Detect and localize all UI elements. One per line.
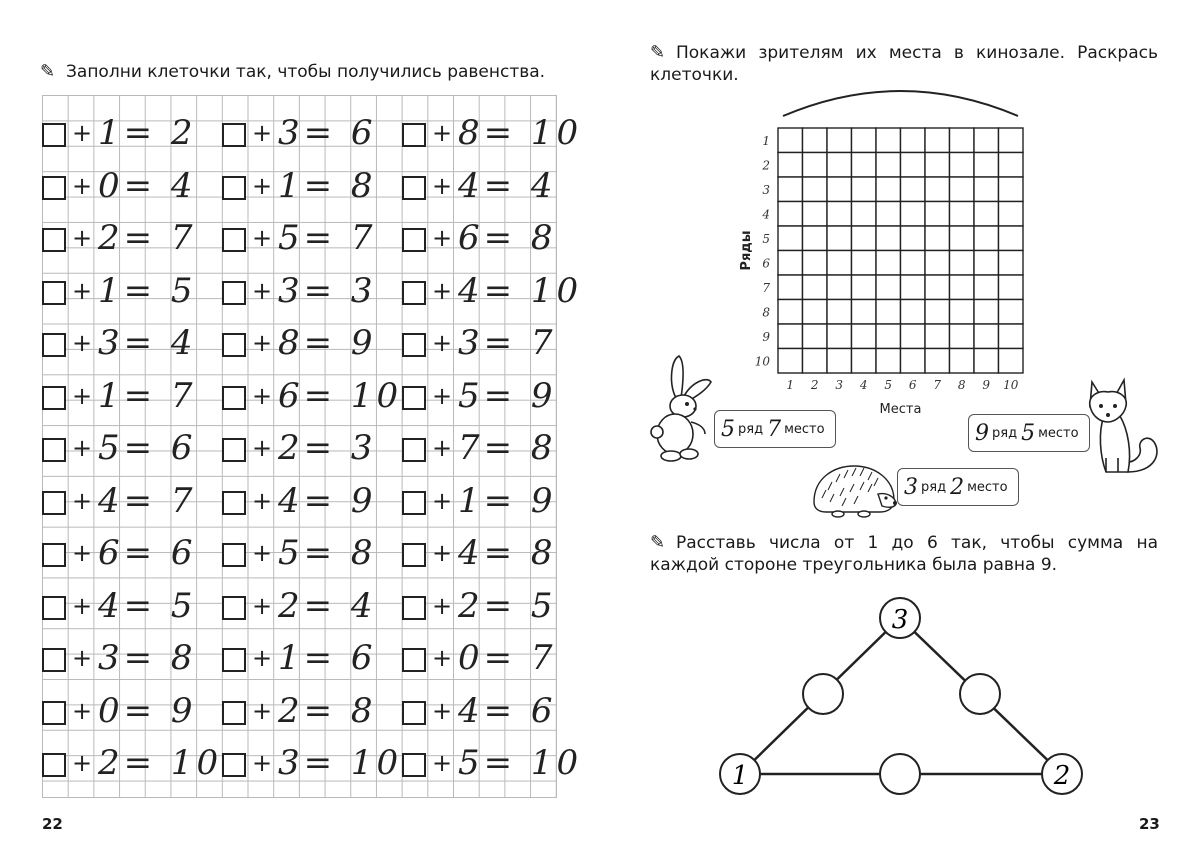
answer-box[interactable] (402, 648, 426, 672)
equation-expression: 1= 8 (278, 165, 377, 206)
seat-cell[interactable] (974, 300, 999, 325)
answer-box[interactable] (42, 701, 66, 725)
cinema-screen (783, 91, 1018, 116)
seat-cell[interactable] (852, 324, 877, 349)
plus-sign: + (432, 224, 453, 252)
equation-expression: 0= 9 (98, 690, 197, 731)
answer-box[interactable] (222, 386, 246, 410)
answer-box[interactable] (42, 491, 66, 515)
plus-sign: + (252, 329, 273, 357)
seat-cell[interactable] (950, 153, 975, 178)
seat-number: 10 (1003, 378, 1019, 392)
equation-expression: 1= 9 (458, 480, 557, 521)
seat-cell[interactable] (778, 275, 803, 300)
seat-cell[interactable] (950, 177, 975, 202)
seat-cell[interactable] (852, 128, 877, 153)
equation-expression: 4= 7 (98, 480, 197, 521)
seat-number: 7 (933, 378, 942, 392)
left-instruction (40, 61, 560, 83)
seat-cell[interactable] (876, 300, 901, 325)
plus-sign: + (72, 591, 93, 620)
seat-cell[interactable] (852, 202, 877, 227)
plus-sign: + (252, 119, 273, 147)
seat-cell[interactable] (950, 128, 975, 153)
seat-cell[interactable] (827, 251, 852, 276)
plus-sign: + (72, 329, 93, 357)
cinema-instruction (650, 42, 1158, 86)
equation-expression: 3= 4 (98, 323, 197, 363)
seat-cell[interactable] (778, 251, 803, 276)
answer-box[interactable] (42, 281, 66, 305)
seat-cell[interactable] (974, 153, 999, 178)
equation-expression: 2= 5 (458, 585, 557, 626)
plus-sign: + (72, 696, 93, 725)
answer-box[interactable] (402, 176, 426, 200)
equation-expression: 4= 4 (458, 165, 557, 206)
equation-expression: 4= 8 (458, 533, 557, 573)
seat-cell[interactable] (901, 202, 926, 227)
answer-box[interactable] (42, 543, 66, 567)
seat-cell[interactable] (876, 324, 901, 349)
plus-sign: + (72, 276, 93, 305)
seat-cell[interactable] (950, 226, 975, 251)
ticket-row-number: 3 (904, 474, 918, 500)
answer-box[interactable] (402, 281, 426, 305)
ticket-card (968, 414, 1090, 452)
ticket-row-number: 5 (721, 416, 735, 442)
answer-box[interactable] (402, 543, 426, 567)
seat-cell[interactable] (827, 128, 852, 153)
seat-cell[interactable] (974, 275, 999, 300)
seat-number: 1 (786, 378, 795, 392)
plus-sign: + (432, 486, 453, 515)
node-bottom-left-value: 1 (731, 761, 749, 791)
row-number: 3 (762, 183, 770, 197)
seat-cell[interactable] (803, 324, 828, 349)
ticket-seat-number: 7 (767, 416, 782, 442)
equation-expression: 5= 7 (278, 218, 377, 258)
answer-box[interactable] (402, 123, 426, 147)
number-triangle (710, 590, 1100, 810)
seat-cell[interactable] (950, 349, 975, 374)
plus-sign: + (432, 591, 453, 620)
seat-cell[interactable] (827, 300, 852, 325)
equation-expression: 1= 5 (98, 270, 197, 311)
equation-expression: 1= 2 (98, 113, 197, 153)
ticket-seat-number: 2 (950, 474, 965, 500)
seat-cell[interactable] (999, 128, 1024, 153)
ticket-row-word: ряд (921, 479, 947, 495)
answer-box[interactable] (42, 648, 66, 672)
seat-cell[interactable] (925, 153, 950, 178)
ticket-row-word: ряд (992, 425, 1018, 441)
seat-cell[interactable] (950, 324, 975, 349)
ticket-card (897, 468, 1019, 506)
answer-box[interactable] (42, 386, 66, 410)
row-number: 7 (762, 281, 770, 295)
seat-number: 4 (859, 378, 868, 392)
equation-expression: 4= 9 (278, 480, 377, 521)
seat-cell[interactable] (999, 275, 1024, 300)
answer-box[interactable] (402, 438, 426, 462)
equation-expression: 6= 8 (458, 218, 557, 258)
rows-axis-label: Ряды (739, 230, 754, 271)
answer-box[interactable] (222, 543, 246, 567)
equation-expression: 2= 8 (278, 690, 377, 731)
seat-cell[interactable] (974, 226, 999, 251)
node-right-middle[interactable] (960, 674, 1000, 714)
seat-cell[interactable] (827, 324, 852, 349)
plus-sign: + (72, 434, 93, 462)
row-number: 4 (762, 207, 770, 222)
answer-box[interactable] (222, 281, 246, 305)
answer-box[interactable] (222, 228, 246, 252)
hedgehog-icon (808, 460, 898, 518)
plus-sign: + (252, 276, 273, 305)
seat-cell[interactable] (950, 202, 975, 227)
seat-cell[interactable] (876, 202, 901, 227)
ticket-row-number: 9 (975, 420, 989, 446)
left-instruction-text: Заполни клеточки так, чтобы получились равенства. (66, 62, 546, 82)
seat-cell[interactable] (901, 324, 926, 349)
seat-cell[interactable] (803, 202, 828, 227)
answer-box[interactable] (222, 491, 246, 515)
seat-number: 3 (835, 378, 844, 392)
seat-cell[interactable] (999, 177, 1024, 202)
equation-expression: 0= 7 (458, 638, 557, 678)
seat-cell[interactable] (778, 128, 803, 153)
seat-cell[interactable] (925, 202, 950, 227)
equation-expression: 4= 6 (458, 690, 557, 731)
equation-expression: 8= 9 (278, 323, 377, 363)
seat-cell[interactable] (999, 349, 1024, 374)
plus-sign: + (432, 329, 453, 357)
equation-expression: 2= 4 (278, 585, 377, 626)
answer-box[interactable] (222, 701, 246, 725)
answer-box[interactable] (402, 386, 426, 410)
seat-cell[interactable] (876, 226, 901, 251)
seat-cell[interactable] (827, 153, 852, 178)
seat-cell[interactable] (999, 300, 1024, 325)
ticket-seat-number: 5 (1021, 420, 1036, 446)
answer-box[interactable] (42, 596, 66, 620)
seat-cell[interactable] (803, 300, 828, 325)
seat-number: 9 (982, 378, 991, 392)
answer-box[interactable] (402, 333, 426, 357)
row-number: 1 (762, 134, 770, 148)
seat-cell[interactable] (778, 202, 803, 227)
seat-cell[interactable] (803, 128, 828, 153)
plus-sign: + (252, 486, 273, 515)
equation-expression: 1= 7 (98, 375, 197, 416)
pencil-icon: ✎ (650, 532, 666, 553)
equation-expression: 2= 10 (98, 743, 223, 783)
ticket-seat-word: место (1038, 425, 1079, 441)
equation-grid (42, 95, 583, 798)
row-number: 2 (762, 158, 770, 173)
seat-cell[interactable] (852, 153, 877, 178)
equation-expression: 3= 3 (278, 270, 377, 311)
seat-cell[interactable] (925, 128, 950, 153)
seat-cell[interactable] (876, 251, 901, 276)
plus-sign: + (252, 644, 273, 672)
seat-cell[interactable] (950, 300, 975, 325)
row-number: 8 (762, 305, 770, 320)
equation-expression: 8= 10 (458, 113, 583, 153)
ticket-seat-word: место (967, 479, 1008, 495)
plus-sign: + (72, 119, 93, 147)
node-bottom-right (1042, 754, 1082, 794)
plus-sign: + (432, 749, 453, 777)
seat-cell[interactable] (778, 226, 803, 251)
ticket-card (714, 410, 836, 448)
seat-cell[interactable] (852, 300, 877, 325)
seat-cell[interactable] (803, 177, 828, 202)
seat-cell[interactable] (974, 251, 999, 276)
equation-expression: 3= 8 (98, 638, 197, 678)
equation-expression: 6= 6 (98, 533, 197, 573)
seat-cell[interactable] (925, 324, 950, 349)
node-bottom-right-value: 2 (1053, 761, 1071, 791)
seat-cell[interactable] (999, 324, 1024, 349)
plus-sign: + (252, 539, 273, 567)
answer-box[interactable] (222, 176, 246, 200)
equation-expression: 4= 5 (98, 585, 197, 626)
answer-box[interactable] (42, 333, 66, 357)
seat-cell[interactable] (778, 349, 803, 374)
seat-cell[interactable] (876, 153, 901, 178)
seat-cell[interactable] (950, 275, 975, 300)
seat-cell[interactable] (925, 349, 950, 374)
equation-expression: 3= 7 (458, 323, 557, 363)
answer-box[interactable] (402, 228, 426, 252)
answer-box[interactable] (42, 438, 66, 462)
seat-cell[interactable] (778, 177, 803, 202)
answer-box[interactable] (222, 596, 246, 620)
seat-cell[interactable] (827, 275, 852, 300)
equation-expression: 5= 10 (458, 743, 583, 783)
row-number: 9 (762, 330, 770, 344)
plus-sign: + (72, 749, 93, 777)
seat-cell[interactable] (803, 226, 828, 251)
answer-box[interactable] (222, 438, 246, 462)
pencil-icon: ✎ (40, 61, 56, 82)
seat-cell[interactable] (803, 275, 828, 300)
seat-cell[interactable] (852, 275, 877, 300)
seat-cell[interactable] (827, 177, 852, 202)
seat-cell[interactable] (876, 128, 901, 153)
plus-sign: + (252, 591, 273, 620)
plus-sign: + (252, 696, 273, 725)
answer-box[interactable] (42, 753, 66, 777)
seat-cell[interactable] (901, 300, 926, 325)
node-top (880, 598, 920, 638)
seat-cell[interactable] (876, 349, 901, 374)
seat-cell[interactable] (827, 349, 852, 374)
seat-cell[interactable] (852, 251, 877, 276)
answer-box[interactable] (42, 176, 66, 200)
ticket-seat-word: место (784, 421, 825, 437)
seat-cell[interactable] (901, 177, 926, 202)
seat-cell[interactable] (901, 349, 926, 374)
seat-cell[interactable] (901, 153, 926, 178)
cinema-instruction-text: Покажи зрителям их места в кинозале. Раскрась клеточки. (650, 43, 1158, 85)
seat-number: 8 (957, 378, 966, 392)
seat-cell[interactable] (974, 202, 999, 227)
seat-cell[interactable] (999, 226, 1024, 251)
plus-sign: + (252, 381, 273, 410)
page-number-left: 22 (42, 815, 63, 833)
seat-cell[interactable] (925, 300, 950, 325)
answer-box[interactable] (402, 491, 426, 515)
equation-expression: 1= 6 (278, 638, 377, 678)
rabbit-icon (645, 352, 713, 464)
seat-cell[interactable] (925, 177, 950, 202)
seat-cell[interactable] (999, 153, 1024, 178)
seat-cell[interactable] (974, 349, 999, 374)
node-bottom-left (720, 754, 760, 794)
pencil-icon: ✎ (650, 42, 666, 63)
row-number: 5 (762, 232, 770, 246)
plus-sign: + (432, 276, 453, 305)
seat-cell[interactable] (974, 324, 999, 349)
plus-sign: + (72, 224, 93, 252)
plus-sign: + (432, 119, 453, 147)
seat-cell[interactable] (901, 128, 926, 153)
answer-box[interactable] (402, 753, 426, 777)
node-top-value: 3 (891, 605, 909, 635)
answer-box[interactable] (222, 753, 246, 777)
answer-box[interactable] (42, 228, 66, 252)
seat-cell[interactable] (803, 349, 828, 374)
plus-sign: + (72, 381, 93, 410)
seat-cell[interactable] (925, 275, 950, 300)
equation-expression: 3= 6 (278, 113, 377, 153)
plus-sign: + (72, 486, 93, 515)
page-number-right: 23 (1139, 815, 1160, 833)
seat-cell[interactable] (925, 251, 950, 276)
fox-icon (1084, 376, 1162, 476)
triangle-instruction-text: Расставь числа от 1 до 6 так, чтобы сумма на каждой стороне треугольника была равна 9. (650, 533, 1158, 575)
equation-expression: 2= 7 (98, 218, 197, 258)
plus-sign: + (432, 381, 453, 410)
seat-cell[interactable] (852, 177, 877, 202)
equation-expression: 5= 8 (278, 533, 377, 573)
equation-expression: 5= 9 (458, 375, 557, 416)
seat-cell[interactable] (925, 226, 950, 251)
plus-sign: + (72, 644, 93, 672)
seat-cell[interactable] (901, 226, 926, 251)
seat-cell[interactable] (999, 202, 1024, 227)
plus-sign: + (432, 434, 453, 462)
plus-sign: + (252, 171, 273, 200)
equation-expression: 7= 8 (458, 428, 557, 468)
seat-number: 2 (810, 378, 819, 392)
seat-cell[interactable] (803, 251, 828, 276)
plus-sign: + (432, 696, 453, 725)
plus-sign: + (432, 644, 453, 672)
equation-expression: 6= 10 (278, 375, 403, 416)
plus-sign: + (72, 539, 93, 567)
seat-cell[interactable] (827, 202, 852, 227)
seat-cell[interactable] (876, 275, 901, 300)
seat-cell[interactable] (827, 226, 852, 251)
seats-axis-label: Места (879, 402, 922, 417)
seat-cell[interactable] (778, 153, 803, 178)
seat-number: 6 (908, 378, 917, 392)
seat-cell[interactable] (901, 275, 926, 300)
answer-box[interactable] (222, 648, 246, 672)
triangle-instruction (650, 532, 1158, 576)
answer-box[interactable] (42, 123, 66, 147)
seat-cell[interactable] (852, 226, 877, 251)
seat-cell[interactable] (974, 128, 999, 153)
plus-sign: + (72, 171, 93, 200)
seat-cell[interactable] (876, 177, 901, 202)
seat-cell[interactable] (803, 153, 828, 178)
seat-cell[interactable] (974, 177, 999, 202)
row-number: 6 (762, 256, 770, 271)
seat-number: 5 (884, 378, 893, 392)
plus-sign: + (432, 539, 453, 567)
plus-sign: + (252, 749, 273, 777)
plus-sign: + (252, 224, 273, 252)
seat-cell[interactable] (778, 324, 803, 349)
node-left-middle[interactable] (803, 674, 843, 714)
plus-sign: + (432, 171, 453, 200)
seat-cell[interactable] (901, 251, 926, 276)
seat-cell[interactable] (950, 251, 975, 276)
node-bottom-middle[interactable] (880, 754, 920, 794)
answer-box[interactable] (222, 123, 246, 147)
seat-cell[interactable] (999, 251, 1024, 276)
answer-box[interactable] (402, 596, 426, 620)
seat-cell[interactable] (778, 300, 803, 325)
equation-expression: 3= 10 (278, 743, 403, 783)
plus-sign: + (252, 434, 273, 462)
answer-box[interactable] (222, 333, 246, 357)
seat-cell[interactable] (852, 349, 877, 374)
answer-box[interactable] (402, 701, 426, 725)
cinema-hall (730, 85, 1040, 420)
row-number: 10 (754, 354, 770, 369)
equation-expression: 5= 6 (98, 428, 197, 468)
equation-expression: 2= 3 (278, 428, 377, 468)
equation-expression: 0= 4 (98, 165, 197, 206)
equation-expression: 4= 10 (458, 270, 583, 311)
ticket-row-word: ряд (738, 421, 764, 437)
